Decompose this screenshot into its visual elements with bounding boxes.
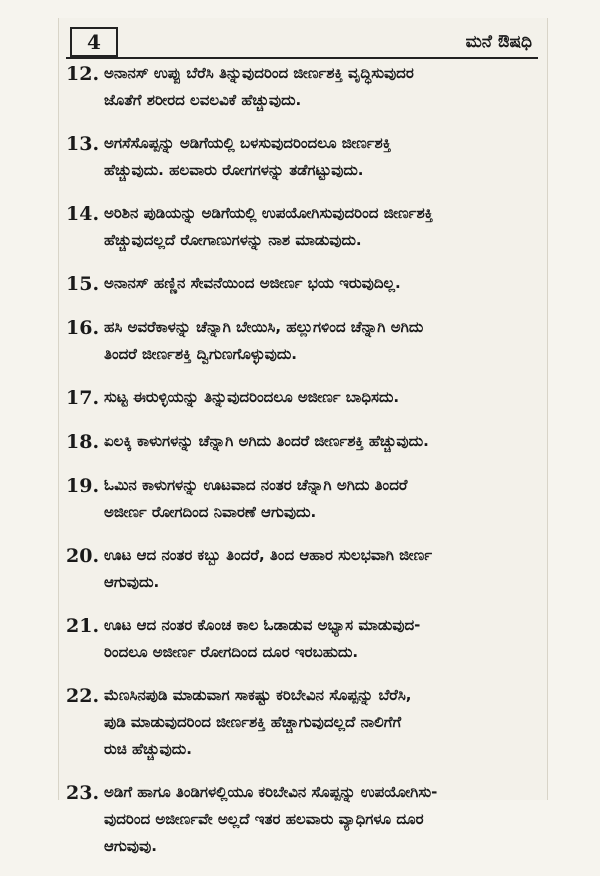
item-text [104, 612, 540, 666]
item-text [104, 314, 540, 368]
list-item [66, 314, 540, 368]
item-text [104, 200, 540, 254]
item-text-line: ಊಟ ಆದ ನಂತರ ಕೊಂಚ ಕಾಲ ಓಡಾಡುವ ಅಭ್ಯಾಸ ಮಾಡುವುದ- [104, 616, 421, 634]
item-text-line: ತಿಂದರೆ ಜೀರ್ಣಶಕ್ತಿ ದ್ವಿಗುಣಗೊಳ್ಳುವುದು. [104, 345, 298, 363]
item-text-line: ವುದರಿಂದ ಅಜೀರ್ಣವೇ ಅಲ್ಲದೆ ಇತರ ಹಲವಾರು ವ್ಯಾಧಿಗಳೂ ದೂರ [104, 810, 424, 828]
item-text [104, 428, 540, 455]
list-item [66, 428, 540, 456]
list-item [66, 130, 540, 184]
item-text-line: ಹೆಚ್ಚುವುದು. ಹಲವಾರು ರೋಗಗಳನ್ನು ತಡೆಗಟ್ಟುವುದು. [104, 161, 364, 179]
item-text-line: ರಿಂದಲೂ ಅಜೀರ್ಣ ರೋಗದಿಂದ ದೂರ ಇರಬಹುದು. [104, 643, 359, 661]
item-text-line: ಜೊತೆಗೆ ಶರೀರದ ಲವಲವಿಕೆ ಹೆಚ್ಚುವುದು. [104, 91, 302, 109]
item-number: 17. [66, 387, 100, 409]
item-text-line: ಹಸಿ ಅವರೆಕಾಳನ್ನು ಚೆನ್ನಾಗಿ ಬೇಯಿಸಿ, ಹಲ್ಲುಗಳಿಂದ ಚೆನ್ನಾಗಿ ಅಗಿದು [104, 318, 424, 336]
item-text [104, 542, 540, 596]
item-text [104, 779, 540, 860]
item-number: 14. [66, 203, 100, 225]
item-text-line: ಅಗಸೆಸೊಪ್ಪನ್ನು ಅಡಿಗೆಯಲ್ಲಿ ಬಳಸುವುದರಿಂದಲೂ ಜೀರ್ಣಶಕ್ತಿ [104, 134, 392, 152]
item-number: 16. [66, 317, 100, 339]
item-text-line: ಊಟ ಆದ ನಂತರ ಕಬ್ಬು ತಿಂದರೆ, ತಿಂದ ಆಹಾರ ಸುಲಭವಾಗಿ ಜೀರ್ಣ [104, 546, 432, 564]
item-text-line: ಸುಟ್ಟ ಈರುಳ್ಳಿಯನ್ನು ತಿನ್ನುವುದರಿಂದಲೂ ಅಜೀರ್ಣ ಬಾಧಿಸದು. [104, 388, 400, 406]
item-text-line: ರುಚಿ ಹೆಚ್ಚುವುದು. [104, 740, 192, 758]
running-title: ಮನೆ ಔಷಧಿ [465, 32, 532, 52]
item-text [104, 682, 540, 763]
item-text-line: ಆಗುವುವು. [104, 837, 157, 855]
item-number: 21. [66, 615, 100, 637]
item-number: 13. [66, 133, 100, 155]
item-text-line: ಹೆಚ್ಚುವುದಲ್ಲದೆ ರೋಗಾಣುಗಳನ್ನು ನಾಶ ಮಾಡುವುದು. [104, 231, 362, 249]
item-number: 12. [66, 63, 100, 85]
list-item [66, 542, 540, 596]
item-number: 18. [66, 431, 100, 453]
remedy-list [66, 60, 540, 876]
item-text-line: ಮೆಣಸಿನಪುಡಿ ಮಾಡುವಾಗ ಸಾಕಷ್ಟು ಕರಿಬೇವಿನ ಸೊಪ್ಪನ್ನು ಬೆರೆಸಿ, [104, 686, 412, 704]
item-text-line: ಅರಿಶಿನ ಪುಡಿಯನ್ನು ಅಡಿಗೆಯಲ್ಲಿ ಉಪಯೋಗಿಸುವುದರಿಂದ ಜೀರ್ಣಶಕ್ತಿ [104, 204, 433, 222]
item-text-line: ಅನಾನಸ್ ಉಪ್ಪು ಬೆರೆಸಿ ತಿನ್ನುವುದರಿಂದ ಜೀರ್ಣಶಕ್ತಿ ವೃದ್ಧಿಸುವುದರ [104, 64, 414, 82]
item-text [104, 472, 540, 526]
item-text [104, 270, 540, 297]
page-header [70, 26, 536, 58]
item-number: 15. [66, 273, 100, 295]
item-text-line: ಅಡಿಗೆ ಹಾಗೂ ತಿಂಡಿಗಳಲ್ಲಿಯೂ ಕರಿಬೇವಿನ ಸೊಪ್ಪನ್ನು ಉಪಯೋಗಿಸು- [104, 783, 438, 801]
list-item [66, 384, 540, 412]
list-item [66, 60, 540, 114]
list-item [66, 682, 540, 763]
item-text-line: ಓಮಿನ ಕಾಳುಗಳನ್ನು ಊಟವಾದ ನಂತರ ಚೆನ್ನಾಗಿ ಅಗಿದು ತಿಂದರೆ [104, 476, 408, 494]
item-text-line: ಆಗುವುದು. [104, 573, 160, 591]
list-item [66, 779, 540, 860]
item-number: 19. [66, 475, 100, 497]
list-item [66, 612, 540, 666]
item-text [104, 130, 540, 184]
item-text [104, 384, 540, 411]
item-number: 23. [66, 782, 100, 804]
item-number: 20. [66, 545, 100, 567]
item-text-line: ಅಜೀರ್ಣ ರೋಗದಿಂದ ನಿವಾರಣೆ ಆಗುವುದು. [104, 503, 317, 521]
header-rule [66, 57, 538, 59]
page-number: 4 [70, 27, 118, 57]
item-text-line: ಪುಡಿ ಮಾಡುವುದರಿಂದ ಜೀರ್ಣಶಕ್ತಿ ಹೆಚ್ಚಾಗುವುದಲ್ಲದೆ ನಾಲಿಗೆಗೆ [104, 713, 402, 731]
item-text-line: ಅನಾನಸ್ ಹಣ್ಣಿನ ಸೇವನೆಯಿಂದ ಅಜೀರ್ಣ ಭಯ ಇರುವುದಿಲ್ಲ. [104, 274, 401, 292]
item-number: 22. [66, 685, 100, 707]
item-text-line: ಏಲಕ್ಕಿ ಕಾಳುಗಳನ್ನು ಚೆನ್ನಾಗಿ ಅಗಿದು ತಿಂದರೆ ಜೀರ್ಣಶಕ್ತಿ ಹೆಚ್ಚುವುದು. [104, 432, 429, 450]
list-item [66, 270, 540, 298]
list-item [66, 472, 540, 526]
list-item [66, 200, 540, 254]
item-text [104, 60, 540, 114]
